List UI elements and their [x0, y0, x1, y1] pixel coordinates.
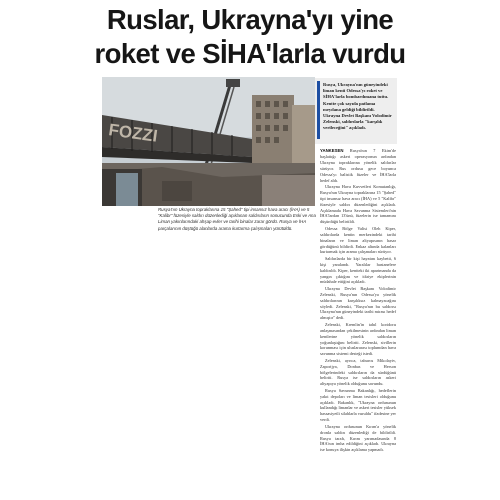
body-paragraph: Ukrayna ordusunun Kırım'a yönelik dronla saldırı düzenlediği de bildirildi. Rusya tarafı, Kırım yarımadasında 8 İHA'nın imha edildiğini açıkladı. Ukrayna ise konuya ilişkin açıklama yapmadı. [320, 423, 396, 453]
body-paragraph: Ukrayna Devlet Başkanı Volodimir Zelenski, Rusya'nın Odessa'ya yönelik saldırılarının karşılıksız kalmayacağını söyledi. Zelenski, "Rusya'nın bu saldırısı Ukrayna'nın güneyindeki tarihi mirası hedef almıştır" dedi. [320, 285, 396, 321]
body-paragraph: Odessa Bölge Valisi Oleh Kiper, saldırılarda kentin merkezindeki tarihi binaların ve liman altyapısının hasar gördüğünü bildirdi. Enkaz altında kalanları kurtarmak için arama çalışmaları sürüyor. [320, 225, 396, 255]
kicker: YANKESEN [320, 148, 344, 153]
body-paragraph: Rusya Savunma Bakanlığı, hedeflerin yakıt depoları ve liman tesisleri olduğunu açıkladı. Bakanlık, "Ukrayna ordusunun kullandığı limanlar ve askeri tesisler yüksek hassasiyetli silahlarla vuruldu" ifadesine yer verdi. [320, 387, 396, 423]
svg-text:FOZZI: FOZZI [107, 120, 159, 146]
lead-accent-bar [317, 81, 320, 139]
lead-box [315, 78, 397, 144]
news-photo [102, 77, 315, 206]
body-column [320, 148, 396, 454]
lead-text: Rusya, Ukrayna'nın güneyindeki liman kenti Odessa'yı roket ve SİHA'larla bombardımana tuttu. Kentte çok sayıda patlama meydana geldiği bildirildi. Ukrayna Devlet Başkanı Volodimir Zelenski, saldırılarla "karşılık verileceğini" açıkladı. [323, 82, 392, 131]
headline-line-1: Ruslar, Ukrayna'yı yine [106, 4, 394, 35]
headline-line-2: roket ve SİHA'larla vurdu [94, 38, 406, 69]
body-paragraph [320, 148, 396, 183]
body-paragraph: Ukrayna Hava Kuvvetleri Komutanlığı, Rusya'nın Ukrayna topraklarına 15 "Şahed" tipi insansız hava aracı (İHA) ve 5 "Kalibr" füzesiyle saldırı düzenlediğini açıkladı. Açıklamada Hava Savunma Sistemleri'nin İHA'lardan 13'ünü, füzelerin ise tamamını düşürdüğü belirtildi. [320, 183, 396, 225]
photo-caption: Rusya'nın Ukrayna topraklarına 15 "Şahed" tipi insansız hava aracı (İHA) ve 5 "Kalibr" füzesiyle saldırı düzenlediği açıklanan saldırıların sonucunda Eski ve Ana Liman yakınlarındaki ahşap evler ve tarihi binalar zarar gördü. Rusya ve İHA parçalarının düştüğü alanlarda arama kurtarma çalışmaları yürütüldü. [158, 207, 316, 231]
body-paragraph: Saldırılarda bir kişi hayatını kaybetti, 6 kişi yaralandı. Yaralılar hastanelere kaldırıldı. Kiper, kentteki iki apartmanda da yangın çıktığını ve itfaiye ekiplerinin müdahale ettiğini açıkladı. [320, 255, 396, 285]
headline [86, 3, 414, 71]
news-photo-illustration [102, 77, 315, 206]
body-paragraph: Zelenski, ayrıca, taburcu Mikolayiv, Zaporijya, Donbas ve Herson bölgelerindeki saldırıların da sürdüğünü belirtti. Rusya ise saldırıların askeri altyapıya yönelik olduğunu savundu. [320, 357, 396, 387]
body-paragraph: Zelenski, Kremlin'in tahıl koridoru anlaşmasından çekilmesinin ardından liman kentlerine yönelik saldırıların yoğunlaştığını belirtti. Zelenski, sivillerin korunması için uluslararası toplumdan hava savunma sistemi desteği istedi. [320, 321, 396, 357]
body-paragraph-text: Rusya'nın 7 Ekim'de başlattığı askeri operasyonun ardından Ukrayna topraklarına yönelik saldırılar sürüyor. Rus ordusu gece boyunca Odessa'yı balistik füzeler ve İHA'larla hedef aldı. [320, 148, 396, 183]
